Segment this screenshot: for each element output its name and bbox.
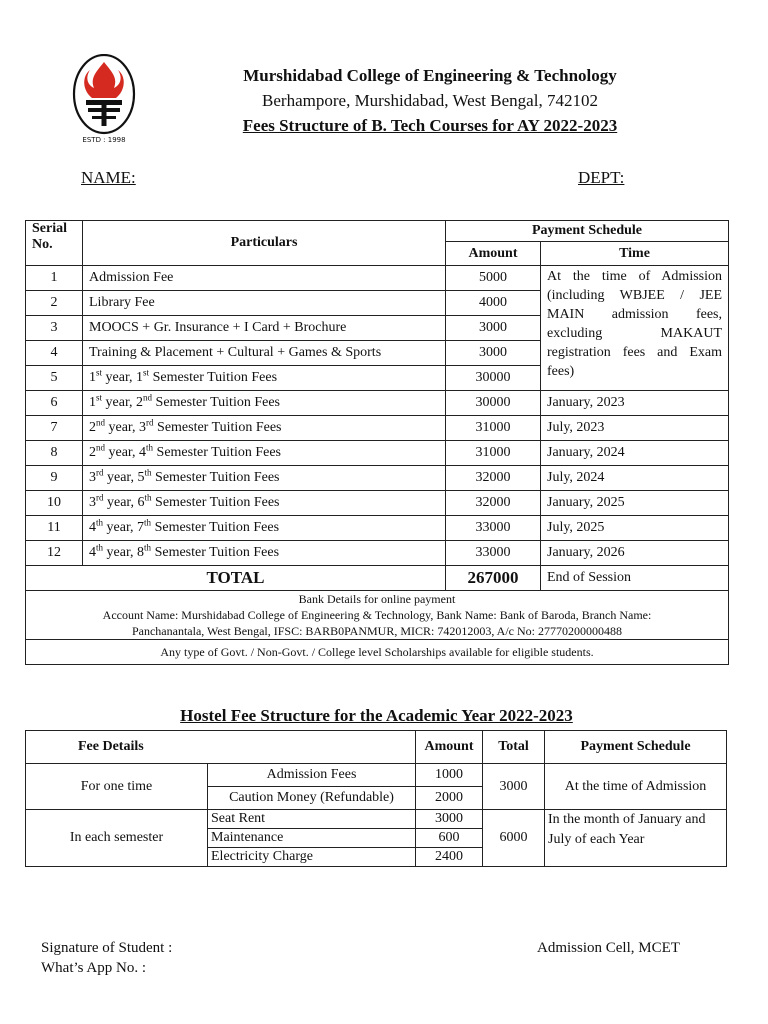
fee-particular-part: year, 1	[102, 370, 144, 385]
fee-particular-part: nd	[96, 442, 105, 453]
fee-particular-part: year, 8	[103, 545, 145, 560]
fee-particular-part: Library Fee	[89, 295, 155, 310]
total-time: End of Session	[541, 566, 729, 591]
logo-estd: ESTD : 1998	[82, 136, 126, 144]
fee-particular-part: 3	[89, 470, 96, 485]
bank-details	[26, 591, 729, 640]
fee-particular-part: 1	[89, 395, 96, 410]
semester-schedule: In the month of January and July of each Year	[545, 810, 727, 867]
fee-particular-part: st	[96, 367, 103, 378]
fee-serial: 8	[26, 441, 83, 466]
fee-rows	[26, 266, 729, 566]
whatsapp-label: What’s App No. :	[41, 960, 146, 976]
fee-particular-part: th	[144, 492, 152, 503]
fee-row	[26, 466, 729, 491]
fee-particular-part: st	[143, 367, 150, 378]
fee-particular-part: Semester Tuition Fees	[151, 495, 280, 510]
fee-particular-part: rd	[146, 417, 154, 428]
col-amount: Amount	[446, 242, 541, 266]
fee-particular-part: Semester Tuition Fees	[153, 445, 282, 460]
fee-particular-part: 4	[89, 545, 96, 560]
maintenance-amount: 600	[416, 829, 483, 848]
total-label: TOTAL	[26, 566, 446, 591]
fee-particular-part: st	[96, 392, 103, 403]
fee-row	[26, 516, 729, 541]
fee-particular	[83, 416, 446, 441]
college-logo	[72, 54, 136, 144]
semester-total: 6000	[483, 810, 545, 867]
fee-time: July, 2024	[541, 466, 729, 491]
fees-table	[25, 220, 729, 665]
fee-particular-part: nd	[96, 417, 105, 428]
fee-particular-part: Admission Fee	[89, 270, 174, 285]
fee-particular	[83, 366, 446, 391]
fee-particular-part: 2	[89, 445, 96, 460]
fee-particular-part: th	[144, 542, 152, 553]
fee-amount: 30000	[446, 366, 541, 391]
fee-particular-part: Training & Placement + Cultural + Games & Sports	[89, 345, 382, 360]
fee-serial: 6	[26, 391, 83, 416]
fee-row	[26, 391, 729, 416]
caution-money-amount: 2000	[416, 787, 483, 810]
col-fee-details: Fee Details	[26, 731, 416, 764]
fee-serial: 3	[26, 316, 83, 341]
admission-fees-amount: 1000	[416, 764, 483, 787]
fee-time: July, 2023	[541, 416, 729, 441]
fee-amount: 31000	[446, 441, 541, 466]
col-hostel-schedule: Payment Schedule	[545, 731, 727, 764]
fee-serial: 5	[26, 366, 83, 391]
bank-ifsc: Panchanantala, West Bengal, IFSC: BARB0PANMUR, MICR: 742012003, A/c No: 27770200000488	[131, 624, 623, 638]
fee-row	[26, 491, 729, 516]
fee-particular	[83, 316, 446, 341]
fee-particular	[83, 541, 446, 566]
fee-amount: 33000	[446, 516, 541, 541]
col-time: Time	[541, 242, 729, 266]
fee-particular-part: th	[144, 467, 152, 478]
fee-particular-part: th	[96, 542, 104, 553]
fee-serial: 4	[26, 341, 83, 366]
fee-particular-part: Semester Tuition Fees	[152, 395, 281, 410]
fee-row	[26, 541, 729, 566]
one-time-label: For one time	[26, 764, 208, 810]
fee-amount: 33000	[446, 541, 541, 566]
fee-serial: 9	[26, 466, 83, 491]
student-signature-label: Signature of Student :	[41, 940, 173, 956]
seat-rent-label: Seat Rent	[208, 810, 416, 829]
fee-particular-part: rd	[96, 492, 104, 503]
fee-serial: 10	[26, 491, 83, 516]
fee-particular-part: Semester Tuition Fees	[153, 420, 282, 435]
fee-particular-part: year, 7	[103, 520, 145, 535]
fee-serial: 11	[26, 516, 83, 541]
fee-amount: 3000	[446, 341, 541, 366]
college-name: Murshidabad College of Engineering & Technology	[243, 66, 617, 85]
bank-heading: Bank Details for online payment	[298, 592, 456, 606]
one-time-total: 3000	[483, 764, 545, 810]
fee-row	[26, 416, 729, 441]
fee-amount: 3000	[446, 316, 541, 341]
hostel-title: Hostel Fee Structure for the Academic Year 2022-2023	[180, 706, 573, 725]
fee-serial: 2	[26, 291, 83, 316]
fee-particular	[83, 466, 446, 491]
admission-fees-label: Admission Fees	[208, 764, 416, 787]
fee-particular-part: th	[146, 442, 154, 453]
fee-particular-part: rd	[96, 467, 104, 478]
fee-particular-part: 4	[89, 520, 96, 535]
electricity-amount: 2400	[416, 848, 483, 867]
fee-time: January, 2025	[541, 491, 729, 516]
fee-particular-part: Semester Tuition Fees	[149, 370, 278, 385]
fee-time: January, 2026	[541, 541, 729, 566]
one-time-schedule: At the time of Admission	[545, 764, 727, 810]
fee-particular-part: 2	[89, 420, 96, 435]
fee-amount: 31000	[446, 416, 541, 441]
fee-particular	[83, 391, 446, 416]
fee-particular-part: year, 6	[103, 495, 145, 510]
fee-serial: 12	[26, 541, 83, 566]
fee-particular-part: 1	[89, 370, 96, 385]
fee-particular-part: MOOCS + Gr. Insurance + I Card + Brochure	[89, 320, 347, 335]
name-label: NAME:	[81, 168, 136, 187]
fee-particular-part: 3	[89, 495, 96, 510]
fee-particular	[83, 291, 446, 316]
fee-time: January, 2024	[541, 441, 729, 466]
fee-row	[26, 266, 729, 291]
fee-particular	[83, 491, 446, 516]
caution-money-label: Caution Money (Refundable)	[208, 787, 416, 810]
fee-amount: 5000	[446, 266, 541, 291]
semester-label: In each semester	[26, 810, 208, 867]
fee-amount: 32000	[446, 466, 541, 491]
hostel-table	[25, 730, 727, 867]
fee-particular-part: year, 4	[105, 445, 147, 460]
fee-particular-part: year, 3	[105, 420, 147, 435]
fee-particular-part: year, 5	[103, 470, 145, 485]
total-amount: 267000	[446, 566, 541, 591]
fee-particular-part: nd	[143, 392, 153, 403]
fee-time: July, 2025	[541, 516, 729, 541]
fee-particular-part: year, 2	[102, 395, 144, 410]
fee-row	[26, 441, 729, 466]
col-hostel-total: Total	[483, 731, 545, 764]
fee-particular-part: Semester Tuition Fees	[151, 470, 280, 485]
fee-particular	[83, 441, 446, 466]
col-serial: Serial No.	[26, 221, 83, 266]
dept-label: DEPT:	[578, 168, 625, 187]
college-address: Berhampore, Murshidabad, West Bengal, 742102	[262, 91, 598, 110]
fee-particular-part: Semester Tuition Fees	[151, 520, 280, 535]
admission-time-note: At the time of Admission (including WBJEE / JEE MAIN admission fees, excluding MAKAUT registration fees and Exam fees)	[541, 266, 729, 391]
scholarship-note: Any type of Govt. / Non-Govt. / College level Scholarships available for eligible students.	[26, 640, 729, 665]
maintenance-label: Maintenance	[208, 829, 416, 848]
fee-particular-part: th	[144, 517, 152, 528]
fee-amount: 32000	[446, 491, 541, 516]
col-particulars: Particulars	[83, 221, 446, 266]
electricity-label: Electricity Charge	[208, 848, 416, 867]
fee-amount: 4000	[446, 291, 541, 316]
fee-amount: 30000	[446, 391, 541, 416]
col-payment-schedule: Payment Schedule	[446, 221, 729, 242]
col-hostel-amount: Amount	[416, 731, 483, 764]
fee-particular	[83, 266, 446, 291]
fee-serial: 7	[26, 416, 83, 441]
fee-particular-part: Semester Tuition Fees	[151, 545, 280, 560]
fee-particular	[83, 341, 446, 366]
seat-rent-amount: 3000	[416, 810, 483, 829]
fees-title: Fees Structure of B. Tech Courses for AY 2022-2023	[242, 116, 618, 135]
admission-cell-label: Admission Cell, MCET	[537, 940, 680, 956]
bank-account: Account Name: Murshidabad College of Engineering & Technology, Bank Name: Bank of Baroda, Branch Name:	[102, 608, 652, 622]
fee-serial: 1	[26, 266, 83, 291]
fee-particular-part: th	[96, 517, 104, 528]
fee-particular	[83, 516, 446, 541]
fee-time: January, 2023	[541, 391, 729, 416]
